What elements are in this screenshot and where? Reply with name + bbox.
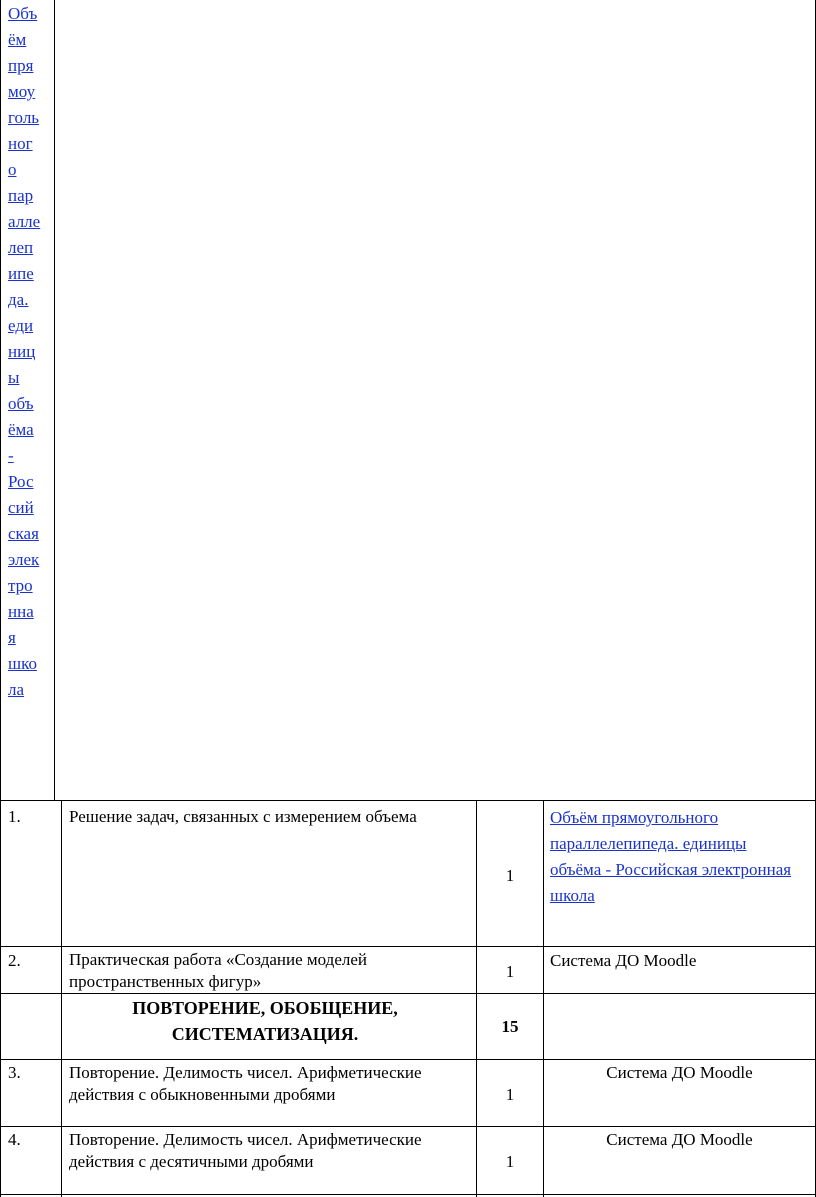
row-line-1 bbox=[0, 800, 816, 801]
link-line: Рос bbox=[8, 472, 34, 491]
link-line: алле bbox=[8, 212, 41, 231]
column-divider-title bbox=[476, 800, 477, 1197]
link-line: ы bbox=[8, 368, 20, 387]
row-line-4 bbox=[0, 1059, 816, 1060]
link-line: ног bbox=[8, 134, 33, 153]
row-2-title: Практическая работа «Создание моделей пространственных фигур» bbox=[69, 950, 367, 991]
section-title: ПОВТОРЕНИЕ, ОБОБЩЕНИЕ, СИСТЕМАТИЗАЦИЯ. bbox=[132, 998, 398, 1044]
link-line: сий bbox=[8, 498, 34, 517]
link-line: ниц bbox=[8, 342, 36, 361]
column-divider-num bbox=[61, 800, 62, 1197]
row-3-hours: 1 bbox=[505, 1085, 515, 1104]
link-line: я bbox=[8, 628, 16, 647]
link-line: ла bbox=[8, 680, 25, 699]
link-line: нна bbox=[8, 602, 34, 621]
row-3-title: Повторение. Делимость чисел. Арифметические действия с обыкновенными дробями bbox=[69, 1063, 422, 1104]
link-line: объ bbox=[8, 394, 34, 413]
row-4-title: Повторение. Делимость чисел. Арифметические действия с десятичными дробями bbox=[69, 1130, 422, 1171]
link-line: леп bbox=[8, 238, 34, 257]
row-1-hours: 1 bbox=[505, 866, 515, 885]
row-2-hours: 1 bbox=[505, 962, 515, 981]
row-3-resource: Система ДО Moodle bbox=[606, 1063, 753, 1082]
link-line: ская bbox=[8, 524, 39, 543]
row-line-3 bbox=[0, 993, 816, 994]
row-4-resource: Система ДО Moodle bbox=[606, 1130, 753, 1149]
link-line: пря bbox=[8, 56, 34, 75]
row-1-number: 1. bbox=[8, 807, 21, 826]
link-line: - bbox=[8, 446, 14, 465]
link-line: ипе bbox=[8, 264, 34, 283]
row-1-resource-link[interactable]: Объём прямоугольного параллелепипеда. единицы объёма - Российская электронная школа bbox=[550, 808, 792, 905]
table-border-bottom bbox=[0, 1194, 816, 1195]
row-line-5 bbox=[0, 1126, 816, 1127]
row-2-resource: Система ДО Moodle bbox=[550, 951, 697, 970]
link-line: голь bbox=[8, 108, 40, 127]
row-2-number: 2. bbox=[8, 951, 21, 970]
link-line: элек bbox=[8, 550, 40, 569]
link-line: шко bbox=[8, 654, 37, 673]
resource-link-narrow[interactable] bbox=[8, 1, 52, 703]
table-border-left bbox=[0, 0, 1, 1197]
row-1-title: Решение задач, связанных с измерением объема bbox=[69, 807, 417, 826]
row-4-number: 4. bbox=[8, 1130, 21, 1149]
link-line: пар bbox=[8, 186, 34, 205]
row-4-hours: 1 bbox=[505, 1152, 515, 1171]
link-line: ёма bbox=[8, 420, 34, 439]
link-line: еди bbox=[8, 316, 34, 335]
link-line: о bbox=[8, 160, 17, 179]
link-line: Объ bbox=[8, 4, 38, 23]
row-line-2 bbox=[0, 946, 816, 947]
top-cell-divider bbox=[54, 0, 55, 800]
link-line: тро bbox=[8, 576, 33, 595]
link-line: ём bbox=[8, 30, 27, 49]
row-3-number: 3. bbox=[8, 1063, 21, 1082]
link-line: да. bbox=[8, 290, 29, 309]
link-line: моу bbox=[8, 82, 36, 101]
section-hours: 15 bbox=[501, 1017, 519, 1036]
